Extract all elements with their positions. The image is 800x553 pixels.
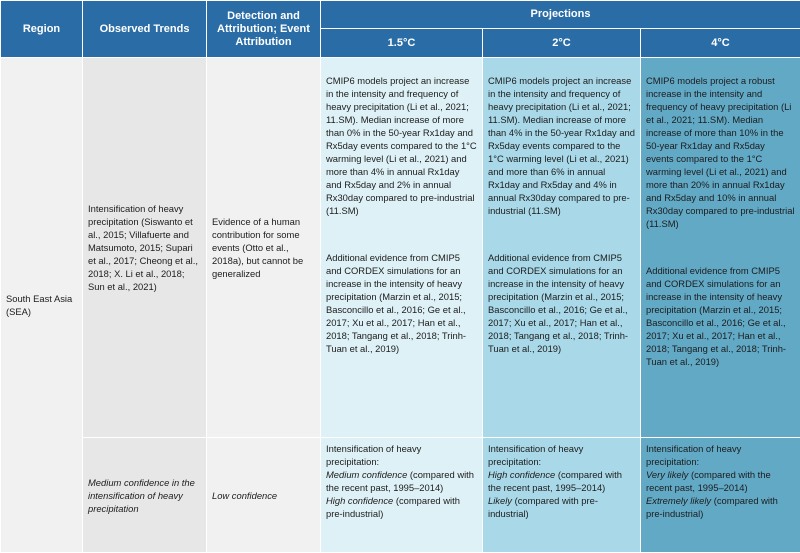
projection-text: CMIP6 models project an increase in the intensity and frequency of heavy precipitation (Li et al., 2021; 11.SM). Median increase of more than 0% in the 50-year Rx1day and Rx5day events compared to the 1°C warming level (Li et al., 2021) and more than 4% in annual Rx1day and Rx5day and 2% in annual Rx30day compared to pre-industrial (11.SM) [326,74,477,217]
header-observed-trends: Observed Trends [83,1,207,58]
header-detection-attribution: Detection and Attribution; Event Attribution [207,1,321,58]
confidence-intro: Intensification of heavy precipitation: [646,443,741,467]
confidence-level: Medium confidence [326,469,407,480]
header-1-5c: 1.5°C [321,29,483,58]
confidence-note: (compared with pre-industrial) [646,495,778,519]
confidence-note: (compared with pre-industrial) [488,495,598,519]
header-region: Region [1,1,83,58]
confidence-2c-cell [483,438,641,553]
detection-confidence-cell: Low confidence [207,438,321,553]
confidence-level: High confidence [488,469,555,480]
observed-trends-cell: Intensification of heavy precipitation (Siswanto et al., 2015; Villafuerte and Matsumoto, 2015; Supari et al., 2017; Cheong et al., 2018; X. Li et al., 2018; Sun et al., 2021) [83,58,207,438]
observed-confidence-cell: Medium confidence in the intensification of heavy precipitation [83,438,207,553]
table-row [1,438,800,553]
confidence-intro: Intensification of heavy precipitation: [326,443,421,467]
region-cell: South East Asia (SEA) [1,58,83,553]
header-4c: 4°C [641,29,800,58]
projection-1-5c-cell [321,58,483,438]
confidence-4c-cell [641,438,800,553]
projection-text: CMIP6 models project an increase in the intensity and frequency of heavy precipitation (Li et al., 2021; 11.SM). Median increase of more than 4% in the 50-year Rx1day and Rx5day events compared to the 1°C warming level (Li et al., 2021) and more than 6% in annual Rx1day and Rx5day and 4% in annual Rx30day compared to pre-industrial (11.SM) [488,74,635,217]
projection-2c-cell [483,58,641,438]
table-row [1,58,800,438]
projection-text: Additional evidence from CMIP5 and CORDEX simulations for an increase in the intensity of heavy precipitation (Marzin et al., 2015; Basconcillo et al., 2016; Ge et al., 2017; Xu et al., 2017; Han et al., 2018; Tangang et al., 2018; Trinh-Tuan et al., 2019) [646,264,795,368]
confidence-level: Very likely [646,469,688,480]
confidence-level: High confidence [326,495,393,506]
confidence-note: (compared with the recent past, 1995–2014) [488,469,622,493]
projection-text: Additional evidence from CMIP5 and CORDEX simulations for an increase in the intensity of heavy precipitation (Marzin et al., 2015; Basconcillo et al., 2016; Ge et al., 2017; Xu et al., 2017; Han et al., 2018; Tangang et al., 2018; Trinh-Tuan et al., 2019) [326,251,477,355]
confidence-note: (compared with the recent past, 1995–2014) [326,469,474,493]
projection-text: CMIP6 models project a robust increase in the intensity and frequency of heavy precipitation (Li et al., 2021; 11.SM). Median increase of more than 10% in the 50-year Rx1day and Rx5day events compared to the 1°C warming level (Li et al., 2021) and more than 20% in annual Rx1day and Rx5day and 10% in annual Rx30day compared to pre-industrial (11.SM) [646,74,795,230]
confidence-1-5c-cell [321,438,483,553]
detection-cell: Evidence of a human contribution for some events (Otto et al., 2018a), but cannot be generalized [207,58,321,438]
projection-4c-cell [641,58,800,438]
confidence-note: (compared with the recent past, 1995–2014) [646,469,771,493]
confidence-intro: Intensification of heavy precipitation: [488,443,583,467]
header-2c: 2°C [483,29,641,58]
confidence-level: Likely [488,495,512,506]
confidence-note: (compared with pre-industrial) [326,495,460,519]
projection-text: Additional evidence from CMIP5 and CORDEX simulations for an increase in the intensity of heavy precipitation (Marzin et al., 2015; Basconcillo et al., 2016; Ge et al., 2017; Xu et al., 2017; Han et al., 2018; Tangang et al., 2018; Trinh-Tuan et al., 2019) [488,251,635,355]
confidence-level: Extremely likely [646,495,711,506]
header-projections: Projections [321,1,800,29]
